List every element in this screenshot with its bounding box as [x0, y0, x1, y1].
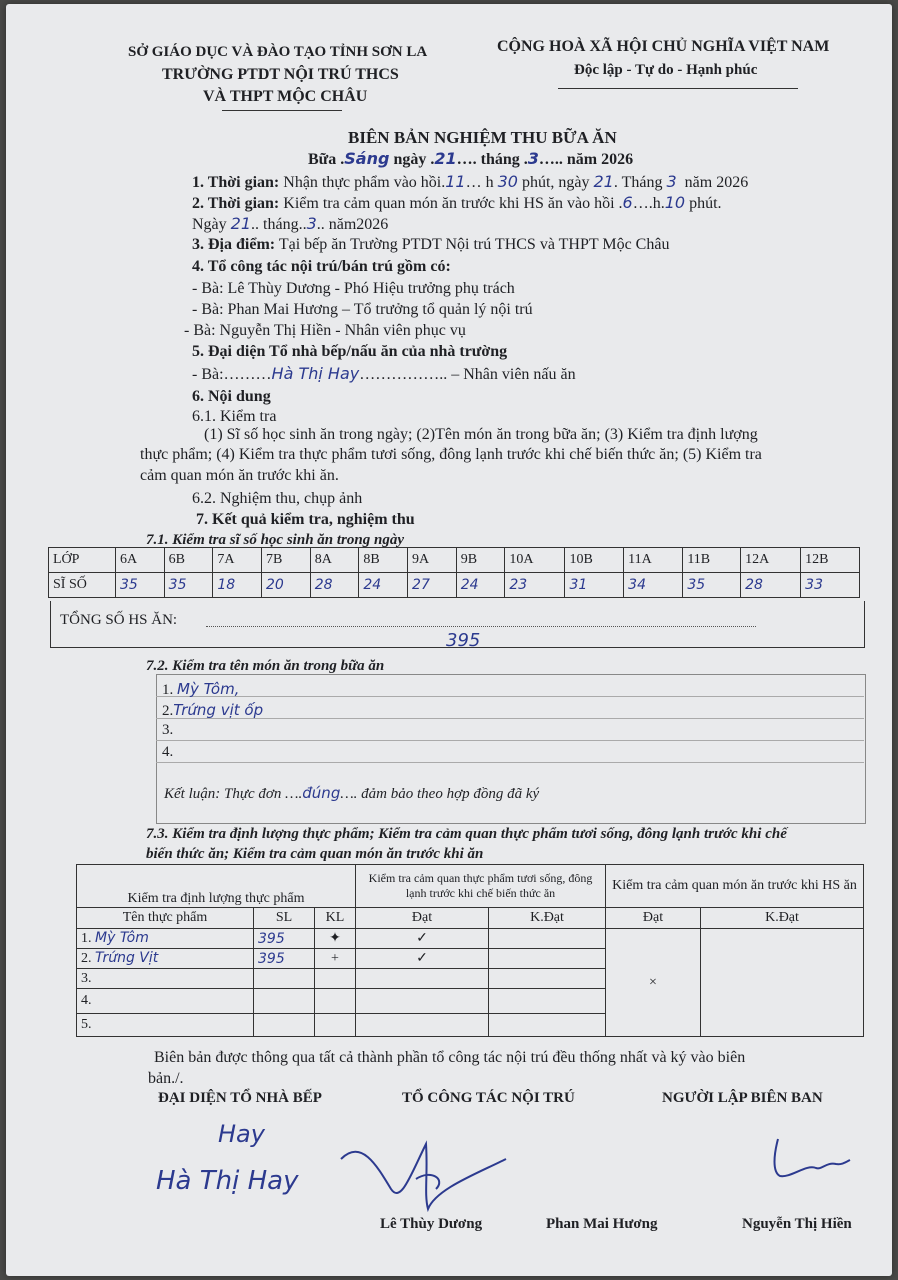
col-meal-fail: K.Đạt: [701, 908, 864, 929]
col-kl: KL: [315, 908, 356, 929]
class-cell: 11A: [624, 548, 683, 573]
nation-name: CỘNG HOÀ XÃ HỘI CHỦ NGHĨA VIỆT NAM: [497, 38, 830, 55]
section-7-title: 7. Kết quả kiểm tra, nghiệm thu: [196, 511, 415, 528]
document-page: [6, 4, 892, 1276]
cook-line: - Bà:………Hà Thị Hay…………….. – Nhân viên nấu ăn: [192, 364, 576, 383]
signature-author-icon: [766, 1134, 856, 1184]
section-2: 2. Thời gian: Kiểm tra cảm quan món ăn trước khi HS ăn vào hồi .6….h.10 phút.: [192, 193, 722, 212]
member-2: - Bà: Phan Mai Hương – Tổ trưởng tổ quản lý nội trú: [192, 301, 533, 318]
food-header-row: [77, 865, 864, 908]
menu-item-3: 3.: [162, 722, 174, 738]
class-cell: 9B: [456, 548, 505, 573]
section-7-3-l2: biến thức ăn; Kiểm tra cảm quan món ăn trước khi ăn: [146, 846, 484, 862]
count-cell: 20: [262, 573, 311, 598]
class-row: [49, 548, 860, 573]
class-cell: 10B: [565, 548, 624, 573]
class-cell: 9A: [408, 548, 457, 573]
count-row: [49, 573, 860, 598]
class-cell: 6B: [164, 548, 213, 573]
cook-name: Hà Thị Hay: [271, 364, 360, 383]
menu-line-3: [156, 740, 864, 741]
menu-line-4: [156, 762, 864, 763]
header-fresh: Kiểm tra cảm quan thực phẩm tươi sống, đông lạnh trước khi chế biến thức ăn: [356, 865, 606, 908]
section-6-para-3: cảm quan món ăn trước khi ăn.: [140, 467, 339, 484]
section-6-2: 6.2. Nghiệm thu, chụp ảnh: [192, 490, 363, 507]
count-cell: 23: [505, 573, 565, 598]
food-row: 2. Trứng Vịt 395 + ✓: [77, 949, 864, 969]
meal-value: Sáng: [344, 149, 390, 168]
count-cell: 33: [801, 573, 860, 598]
header-meal: Kiểm tra cảm quan món ăn trước khi HS ăn: [606, 865, 864, 908]
col-meal-ok: Đạt: [606, 908, 701, 929]
menu-item-1: 1. Mỳ Tôm,: [162, 680, 240, 698]
count-cell: 28: [741, 573, 801, 598]
col-sl: SL: [254, 908, 315, 929]
count-cell: 27: [408, 573, 457, 598]
section-7-1: 7.1. Kiểm tra sĩ số học sinh ăn trong ngày: [146, 532, 404, 548]
section-6-para-1: (1) Sĩ số học sinh ăn trong ngày; (2)Tên món ăn trong bữa ăn; (3) Kiểm tra định lượng: [204, 426, 758, 443]
meal-line: Bữa .Sáng ngày .21…. tháng .3….. năm 2026: [308, 149, 634, 168]
school-name-line1: TRƯỜNG PTDT NỘI TRÚ THCS: [162, 66, 399, 83]
count-cell: 35: [164, 573, 213, 598]
class-cell: 6A: [116, 548, 165, 573]
class-label: LỚP: [49, 548, 116, 573]
nation-motto: Độc lập - Tự do - Hạnh phúc: [574, 62, 758, 78]
class-cell: 8B: [359, 548, 408, 573]
count-cell: 35: [116, 573, 165, 598]
section-1: 1. Thời gian: Nhận thực phẩm vào hồi.11… h 30 phút, ngày 21. Tháng 3 năm 2026: [192, 172, 749, 191]
sign-title-kitchen: ĐẠI DIỆN TỔ NHÀ BẾP: [158, 1090, 322, 1106]
food-row: 4.: [77, 989, 864, 1014]
closing-line-2: bản./.: [148, 1070, 184, 1087]
signer-name-1: Lê Thùy Dương: [380, 1216, 483, 1232]
section-7-3-l1: 7.3. Kiểm tra định lượng thực phẩm; Kiểm tra cảm quan thực phẩm tươi sống, đông lạnh trước khi chế: [146, 826, 787, 842]
section-7-2: 7.2. Kiểm tra tên món ăn trong bữa ăn: [146, 658, 385, 674]
school-name-line2: VÀ THPT MỘC CHÂU: [203, 88, 368, 105]
handwritten-signature-2: Hà Thị Hay: [156, 1166, 299, 1196]
col-fresh-fail: K.Đạt: [489, 908, 606, 929]
food-table: [76, 864, 864, 1037]
count-label: SĨ SỐ: [49, 573, 116, 598]
count-cell: 31: [565, 573, 624, 598]
total-value: 395: [446, 630, 481, 651]
closing-line-1: Biên bản được thông qua tất cả thành phần tổ công tác nội trú đều thống nhất và ký vào biên: [154, 1049, 746, 1066]
section-4-title: 4. Tổ công tác nội trú/bán trú gồm có:: [192, 258, 451, 275]
section-2-date: Ngày 21.. tháng..3.. năm2026: [192, 214, 389, 233]
food-row: 5.: [77, 1014, 864, 1037]
class-cell: 7A: [213, 548, 262, 573]
attendance-table: [48, 547, 860, 598]
food-row: 3.: [77, 969, 864, 989]
member-1: - Bà: Lê Thùy Dương - Phó Hiệu trưởng phụ trách: [192, 280, 515, 297]
section-5-title: 5. Đại diện Tổ nhà bếp/nấu ăn của nhà trường: [192, 343, 508, 360]
count-cell: 24: [456, 573, 505, 598]
col-name: Tên thực phẩm: [77, 908, 254, 929]
total-dots: [206, 626, 756, 627]
sign-title-committee: TỔ CÔNG TÁC NỘI TRÚ: [402, 1090, 575, 1106]
menu-item-4: 4.: [162, 744, 174, 760]
signature-committee-icon: [336, 1134, 516, 1224]
col-fresh-ok: Đạt: [356, 908, 489, 929]
class-cell: 10A: [505, 548, 565, 573]
class-cell: 12A: [741, 548, 801, 573]
food-row: 1. Mỳ Tôm 395 ✦ ✓ ×: [77, 929, 864, 949]
header-underline-left: [222, 110, 342, 111]
menu-conclusion: Kết luận: Thực đơn ….đúng…. đảm bảo theo hợp đồng đã ký: [164, 784, 540, 802]
dept-name: SỞ GIÁO DỤC VÀ ĐÀO TẠO TỈNH SƠN LA: [128, 44, 428, 60]
count-cell: 34: [624, 573, 683, 598]
sign-title-author: NGƯỜI LẬP BIÊN BAN: [662, 1090, 823, 1106]
section-6-para-2: thực phẩm; (4) Kiểm tra thực phẩm tươi sống, đông lạnh trước khi chế biến thức ăn; (5) Kiểm tra: [140, 446, 762, 463]
total-label: TỔNG SỐ HS ĂN:: [60, 612, 178, 628]
count-cell: 18: [213, 573, 262, 598]
signer-name-2: Phan Mai Hương: [546, 1216, 658, 1232]
header-quantity: Kiểm tra định lượng thực phẩm: [77, 865, 356, 908]
class-cell: 11B: [683, 548, 741, 573]
header-underline-right: [558, 88, 798, 89]
month-value: 3: [527, 149, 539, 168]
class-cell: 12B: [801, 548, 860, 573]
section-3: 3. Địa điểm: Tại bếp ăn Trường PTDT Nội trú THCS và THPT Mộc Châu: [192, 236, 670, 253]
count-cell: 28: [310, 573, 359, 598]
document-title: BIÊN BẢN NGHIỆM THU BỮA ĂN: [348, 128, 617, 147]
section-6-1: 6.1. Kiểm tra: [192, 408, 277, 425]
section-6-title: 6. Nội dung: [192, 388, 271, 405]
member-3: - Bà: Nguyễn Thị Hiền - Nhân viên phục vụ: [184, 322, 466, 339]
handwritten-signature-1: Hay: [218, 1120, 265, 1148]
count-cell: 24: [359, 573, 408, 598]
class-cell: 8A: [310, 548, 359, 573]
signer-name-3: Nguyễn Thị Hiền: [742, 1216, 852, 1232]
class-cell: 7B: [262, 548, 311, 573]
menu-item-2: 2.Trứng vịt ốp: [162, 701, 264, 719]
menu-line-1: [156, 696, 864, 697]
day-value: 21: [434, 149, 457, 168]
meal-ok-mark: ×: [606, 929, 701, 1037]
count-cell: 35: [683, 573, 741, 598]
food-subheader-row: [77, 908, 864, 929]
